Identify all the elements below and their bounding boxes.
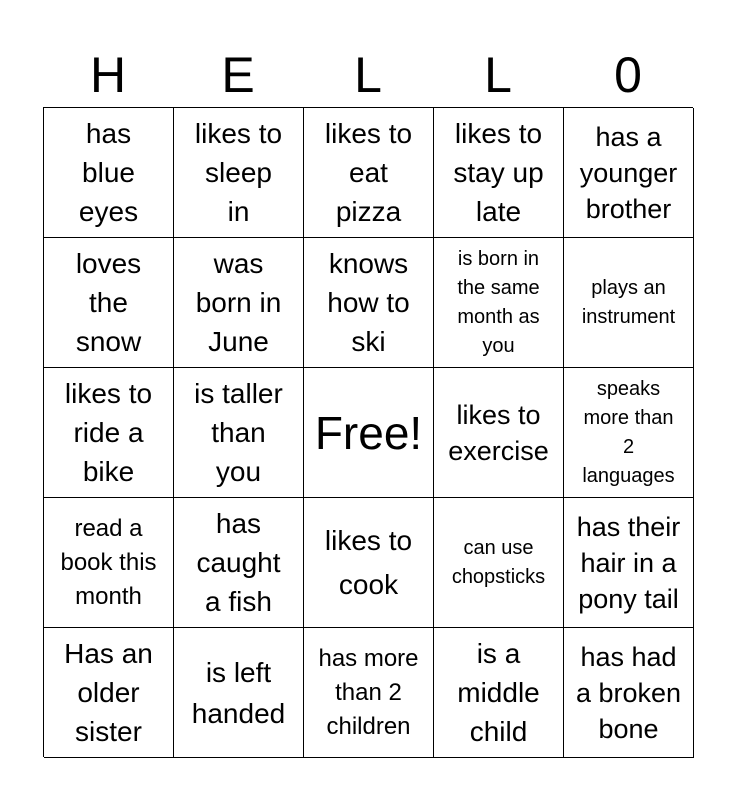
- bingo-cell[interactable]: [304, 628, 434, 758]
- bingo-cell[interactable]: [174, 628, 304, 758]
- bingo-cell[interactable]: [564, 628, 694, 758]
- cell-text: likes to exercise: [448, 399, 549, 466]
- cell-text: has caught a fish: [196, 508, 281, 617]
- cell-text: is a middle child: [457, 638, 540, 747]
- cell-text: is left handed: [191, 656, 286, 729]
- cell-text: has a younger brother: [579, 121, 678, 224]
- bingo-cell[interactable]: [304, 108, 434, 238]
- cell-text: plays an instrument: [581, 276, 676, 328]
- bingo-cell[interactable]: [174, 238, 304, 368]
- title-letter: 0: [614, 47, 642, 103]
- bingo-cell[interactable]: [44, 498, 174, 628]
- cell-text: has had a broken bone: [575, 641, 682, 744]
- cell-text: can use chopsticks: [451, 536, 546, 588]
- bingo-cell[interactable]: [44, 108, 174, 238]
- bingo-cell[interactable]: [564, 498, 694, 628]
- bingo-cell[interactable]: [174, 498, 304, 628]
- cell-text: speaks more than 2 languages: [582, 377, 675, 487]
- cell-text: likes to sleep in: [194, 118, 283, 227]
- cell-text: likes to stay up late: [453, 118, 544, 227]
- cell-text: read a book this month: [60, 514, 157, 610]
- free-cell[interactable]: [304, 368, 434, 498]
- cell-text: has blue eyes: [78, 118, 139, 227]
- cell-text: is born in the same month as you: [457, 247, 540, 357]
- cell-text: Has an older sister: [64, 638, 153, 747]
- bingo-cell[interactable]: [434, 498, 564, 628]
- bingo-cell[interactable]: [44, 628, 174, 758]
- bingo-cell[interactable]: [434, 628, 564, 758]
- cell-text: likes to cook: [324, 524, 413, 600]
- bingo-cell[interactable]: [564, 238, 694, 368]
- cell-text: Free!: [314, 406, 423, 459]
- bingo-cell[interactable]: [304, 498, 434, 628]
- cell-text: has their hair in a pony tail: [576, 511, 681, 614]
- bingo-cell[interactable]: [44, 238, 174, 368]
- title-letter: L: [354, 47, 382, 103]
- cell-text: likes to ride a bike: [64, 378, 153, 487]
- title-letter: E: [221, 47, 255, 103]
- cell-text: likes to eat pizza: [324, 118, 413, 227]
- bingo-cell[interactable]: [44, 368, 174, 498]
- bingo-title: [43, 44, 693, 106]
- bingo-cell[interactable]: [434, 368, 564, 498]
- bingo-cell[interactable]: [434, 238, 564, 368]
- bingo-cell[interactable]: [564, 108, 694, 238]
- bingo-cell[interactable]: [434, 108, 564, 238]
- cell-text: is taller than you: [194, 378, 283, 487]
- cell-text: loves the snow: [75, 248, 142, 357]
- title-letter: H: [89, 47, 127, 103]
- cell-text: was born in June: [195, 248, 282, 357]
- title-letter: L: [484, 47, 512, 103]
- cell-text: has more than 2 children: [318, 644, 419, 740]
- bingo-grid: [43, 107, 693, 757]
- bingo-cell[interactable]: [174, 368, 304, 498]
- bingo-cell[interactable]: [174, 108, 304, 238]
- bingo-cell[interactable]: [564, 368, 694, 498]
- bingo-cell[interactable]: [304, 238, 434, 368]
- cell-text: knows how to ski: [327, 248, 410, 357]
